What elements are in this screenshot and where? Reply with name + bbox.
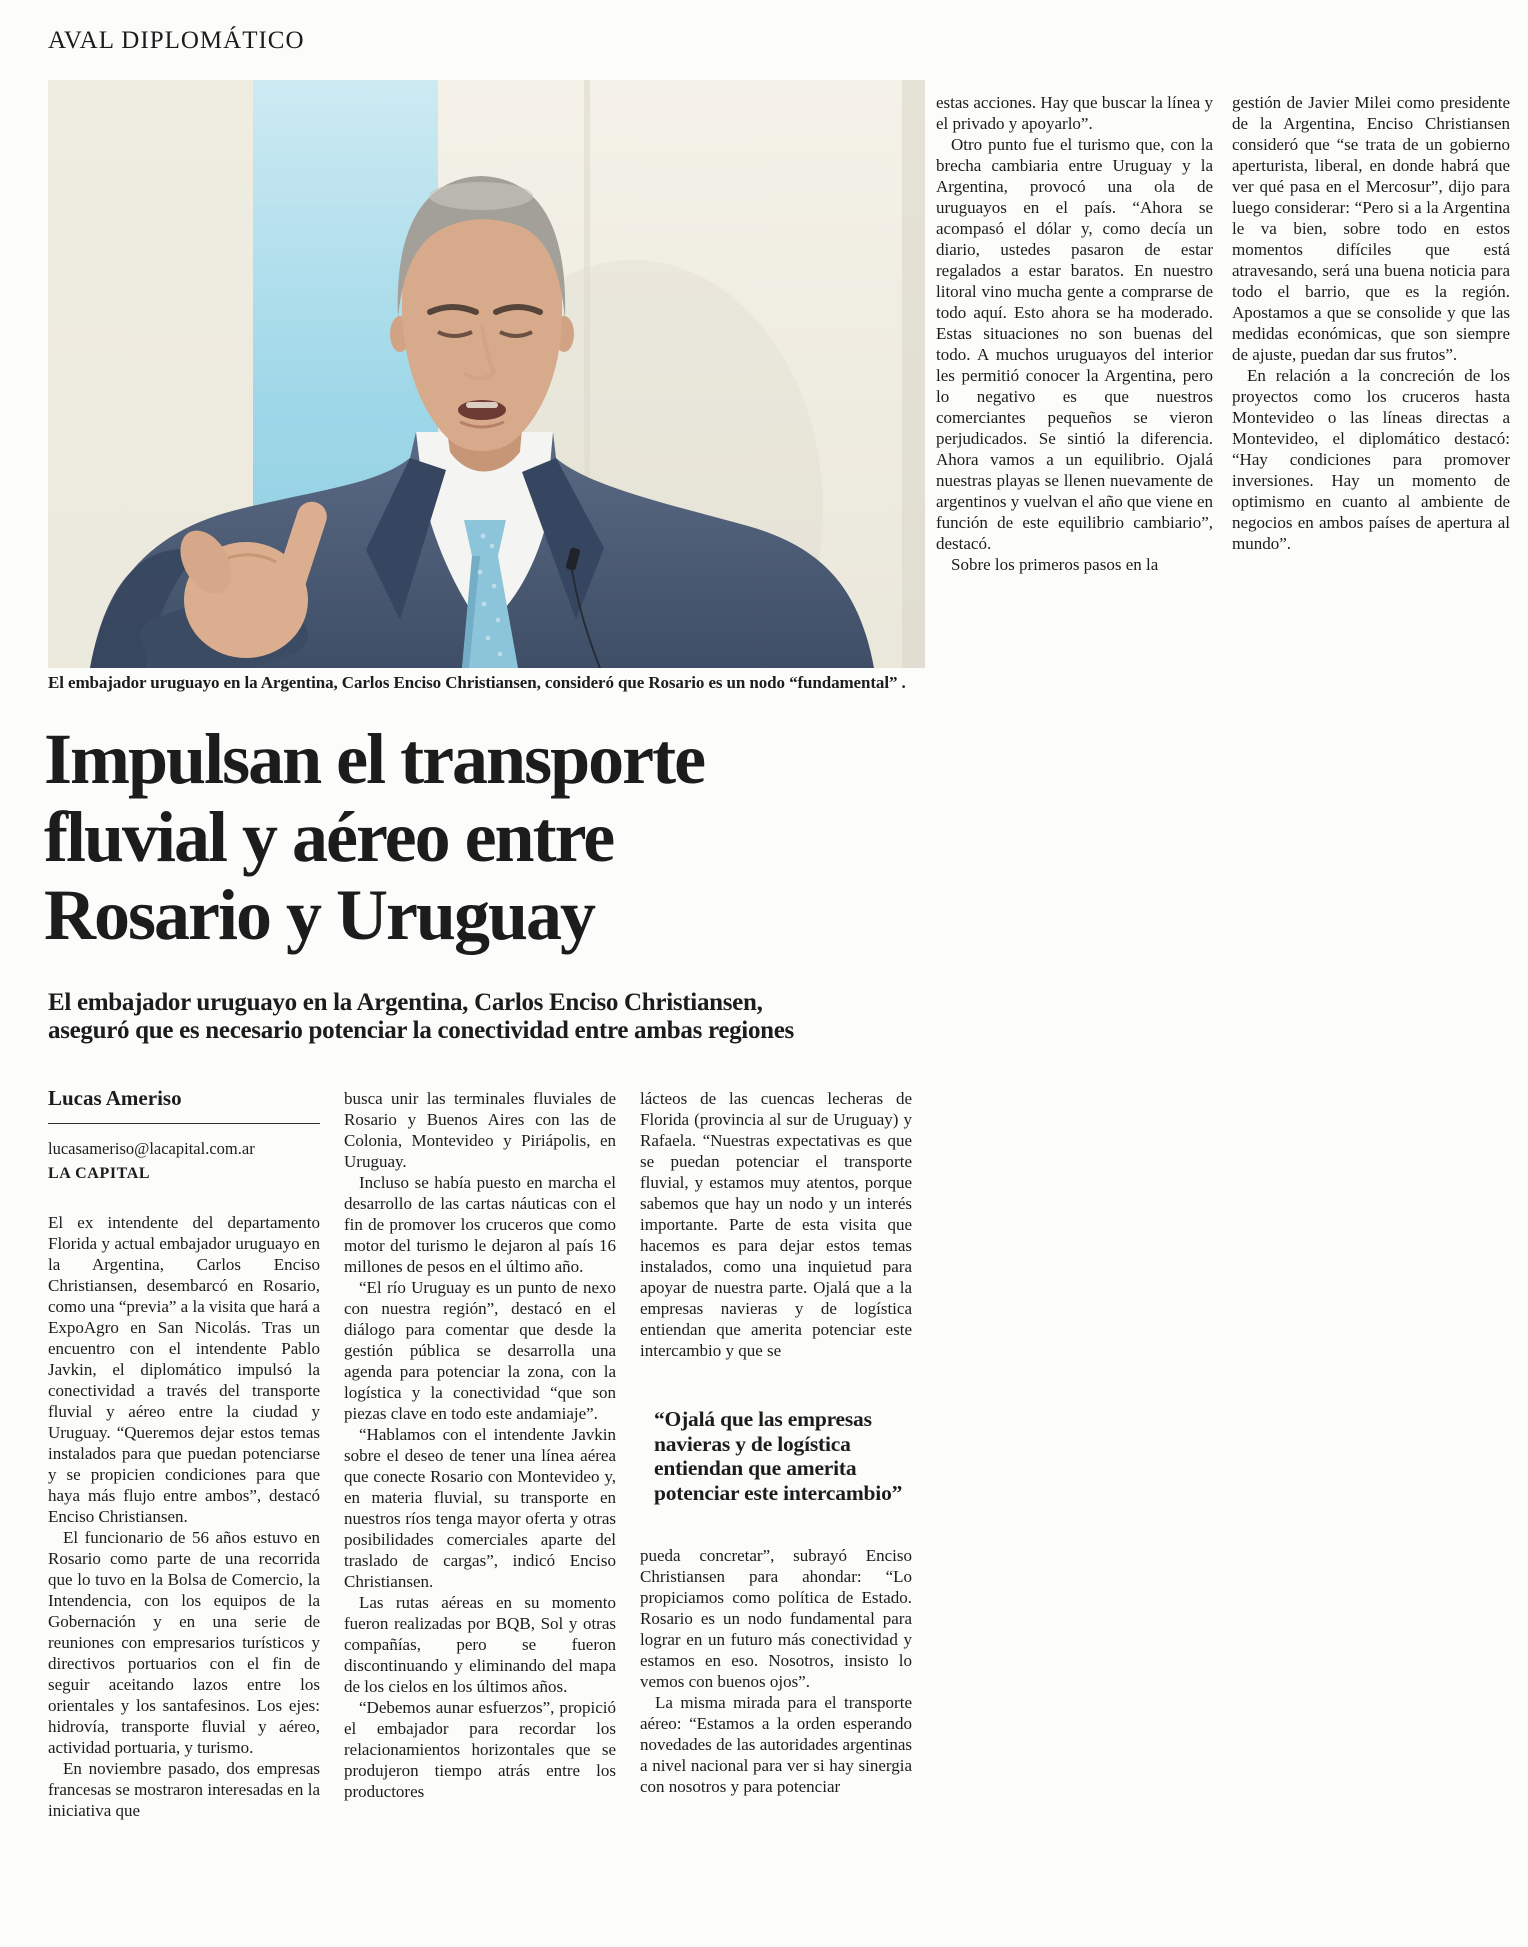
article-paragraph: “Debemos aunar esfuerzos”, propició el embajador para recordar los relacionamientos horizontales que se produjeron tiempo atrás entre los productores <box>344 1698 616 1801</box>
article-paragraph: En relación a la concreción de los proyectos como los cruceros hasta Montevideo o las líneas directas a Montevideo, el diplomático destacó: “Hay condiciones para promover inversiones. Hay un momento de optimismo en cuanto al ambiente de negocios en ambos países de apertura al mundo”. <box>1232 366 1510 553</box>
photo-hair-highlight <box>429 182 533 210</box>
byline-email: lucasameriso@lacapital.com.ar <box>48 1139 255 1158</box>
interview-photo <box>48 80 925 668</box>
article-paragraph: busca unir las terminales fluviales de Rosario y Buenos Aires con las de Colonia, Montevideo y Piriápolis, en Uruguay. <box>344 1089 616 1171</box>
article-paragraph: gestión de Javier Milei como presidente de la Argentina, Enciso Christiansen consideró que “se trata de un gobierno aperturista, liberal, en donde habrá que ver qué pasa en el Mercosur”, dijo para luego considerar: “Pero si a la Argentina le va bien, sobre todo en estos momentos difíciles que está atravesando, será una buena noticia para todo el barrio, que es la región. Apostamos a que se consolide y que las medidas económicas, que son siempre de ajuste, puedan dar sus frutos”. <box>1232 93 1510 364</box>
article-paragraph: En noviembre pasado, dos empresas francesas se mostraron interesadas en la iniciativa que <box>48 1759 320 1820</box>
article-paragraph: “Hablamos con el intendente Javkin sobre el deseo de tener una línea aérea que conecte Rosario con Montevideo y, en materia fluvial, su transporte en nuestros ríos tenga mayor oferta y otras posibilidades comerciales aparte del traslado de cargas”, indicó Enciso Christiansen. <box>344 1425 616 1591</box>
article-paragraph: El ex intendente del departamento Florida y actual embajador uruguayo en la Argentina, Carlos Enciso Christiansen, desembarcó en Rosario, como una “previa” a la visita que hará a ExpoAgro en San Nicolás. Tras un encuentro con el intendente Pablo Javkin, el diplomático impulsó la conectividad a través del transporte fluvial y aéreo entre la ciudad y Uruguay. “Queremos dejar estos temas instalados para que puedan potenciarse y se propicien condiciones para que haya más flujo entre ambos”, destacó Enciso Christiansen. <box>48 1213 320 1526</box>
article-paragraph: Las rutas aéreas en su momento fueron realizadas por BQB, Sol y otras compañías, pero se fueron discontinuando y eliminando del mapa de los cielos en los últimos años. <box>344 1593 616 1696</box>
byline-author: Lucas Ameriso <box>48 1086 182 1110</box>
byline-outlet: LA CAPITAL <box>48 1165 151 1182</box>
pull-quote: “Ojalá que las empresas navieras y de logística entiendan que amerita potenciar este intercambio” <box>654 1407 903 1505</box>
deck <box>48 989 794 1044</box>
headline <box>44 720 704 954</box>
headline-line: fluvial y aéreo entre <box>44 797 614 877</box>
headline-line: Impulsan el transporte <box>44 719 705 799</box>
article-paragraph: Incluso se había puesto en marcha el desarrollo de las cartas náuticas con el fin de promover los cruceros que como motor del turismo le dejaron al país 16 millones de pesos en el último año. <box>344 1173 616 1276</box>
article-column-3 <box>640 1088 912 1797</box>
article-paragraph: La misma mirada para el transporte aéreo: “Estamos a la orden esperando novedades de las autoridades argentinas a nivel nacional para ver si hay sinergia con nosotros y para potenciar <box>640 1693 912 1796</box>
article-paragraph: “El río Uruguay es un punto de nexo con nuestra región”, destacó en el diálogo para comentar que desde la gestión pública se desarrolla una agenda para potenciar la zona, con la logística y la conectividad “que son piezas clave en todo este andamiaje”. <box>344 1278 616 1423</box>
byline-rule <box>48 1123 320 1124</box>
article-paragraph: El funcionario de 56 años estuvo en Rosario como parte de una recorrida que lo tuvo en la Bolsa de Comercio, la Intendencia, con los equipos de la Gobernación y en una serie de reuniones con empresarios turísticos y directivos portuarios con el fin de seguir aceitando lazos entre los orientales y los santafesinos. Los ejes: hidrovía, transporte fluvial y aéreo, actividad portuaria, y turismo. <box>48 1528 320 1757</box>
article-paragraph: pueda concretar”, subrayó Enciso Christiansen para ahondar: “Lo propiciamos como política de Estado. Rosario es un nodo fundamental para lograr en un futuro más conectividad y estamos en eso. Nosotros, insisto lo vemos con buenos ojos”. <box>640 1546 912 1691</box>
article-paragraph: estas acciones. Hay que buscar la línea y el privado y apoyarlo”. <box>936 93 1213 133</box>
deck-line: El embajador uruguayo en la Argentina, Carlos Enciso Christiansen, <box>48 989 763 1016</box>
photo-right-shadow <box>902 80 925 668</box>
interview-photo-art <box>48 80 925 668</box>
article-paragraph: lácteos de las cuencas lecheras de Florida (provincia al sur de Uruguay) y Rafaela. “Nuestras expectativas es que se puedan potenciar el transporte fluvial, y estamos muy atentos, porque sabemos que hay un nodo y un interés importante. Parte de esta visita que hacemos es para dejar estos temas instalados, como una inquietud para apoyar de nuestra parte. Ojalá que a la empresas navieras y de logística entiendan que amerita potenciar este intercambio y que se <box>640 1089 912 1360</box>
headline-line: Rosario y Uruguay <box>44 875 595 955</box>
section-kicker: AVAL DIPLOMÁTICO <box>48 27 305 54</box>
article-paragraph: Sobre los primeros pasos en la <box>951 555 1159 574</box>
article-column-1 <box>48 1212 320 1821</box>
photo-caption: El embajador uruguayo en la Argentina, Carlos Enciso Christiansen, consideró que Rosario es un nodo “fundamental” . <box>48 673 906 692</box>
article-paragraph: Otro punto fue el turismo que, con la brecha cambiaria entre Uruguay y la Argentina, provocó una ola de uruguayos en el país. “Ahora se acompasó el dólar y, como decía un diario, ustedes pasaron de estar regalados a estar baratos. En nuestro litoral vino mucha gente a comprarse de todo aquí. Esto ahora se ha moderado. Estas situaciones no son buenas del todo. A muchos uruguayos del interior les permitió conocer la Argentina, pero lo negativo es que nuestros comerciantes pequeños se vieron perjudicados. Se sintió la diferencia. Ahora vamos a un equilibrio. Ojalá nuestras playas se llenen nuevamente de argentinos y vuelvan el año que viene en función de este equilibrio cambiario”, destacó. <box>936 135 1213 553</box>
deck-line: aseguró que es necesario potenciar la conectividad entre ambas regiones <box>48 1016 794 1044</box>
photo-teeth <box>466 402 498 408</box>
article-column-4 <box>936 92 1213 575</box>
article-column-2 <box>344 1088 616 1802</box>
article-column-5 <box>1232 92 1510 554</box>
